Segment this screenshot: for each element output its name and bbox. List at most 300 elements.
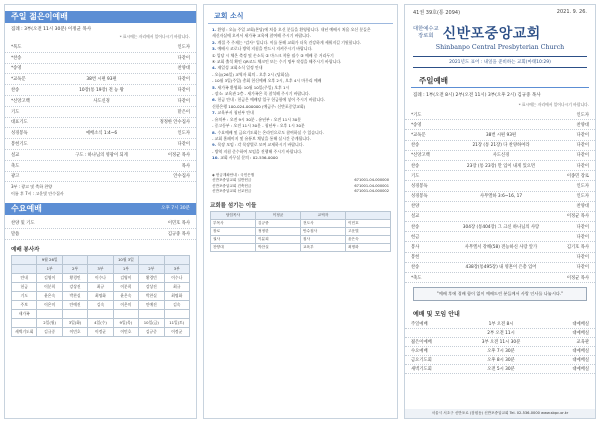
duty-cell bbox=[164, 309, 189, 318]
duty-cell: 이정균 bbox=[88, 327, 113, 336]
duty-header-cell: 1부 bbox=[113, 264, 138, 273]
news-number: 2. bbox=[212, 39, 217, 45]
order-leader: 다같이 bbox=[177, 77, 190, 83]
order-item: 성경봉독 bbox=[411, 194, 428, 200]
service-order-row bbox=[405, 202, 595, 212]
order-item: 찬송 bbox=[411, 224, 420, 230]
order-leader: 인도자 bbox=[576, 112, 589, 118]
duty-header-cell: 10월 3일 bbox=[113, 255, 138, 264]
church-name-english: Shinbanpo Central Presbyterian Church bbox=[435, 44, 565, 51]
youth-service-header bbox=[5, 11, 196, 23]
order-item: 찬양 및 기도 bbox=[11, 221, 35, 227]
order-detail: 사무엘서 강해(58) 전능하신 사랑 앞가 bbox=[464, 245, 538, 251]
order-leader: 찬양대 bbox=[576, 122, 589, 128]
order-detail: 438장(통495장) 내 영혼이 은총 입어 bbox=[465, 265, 537, 271]
staff-cell: 이분희 bbox=[256, 235, 301, 243]
service-order-row bbox=[405, 320, 595, 329]
news-text: 신한은행 100-024-000000 (예금주: 신반포중앙교회) bbox=[212, 103, 306, 109]
church-address: 서울시 서초구 신반포로 (잠원동) 신반포중앙교회 Tel. 02-536-0000 www.sbpc.or.kr bbox=[405, 409, 595, 418]
duty-header-cell bbox=[88, 255, 113, 264]
staff-cell: 고운빛 bbox=[346, 227, 391, 235]
duty-cell bbox=[12, 318, 37, 327]
duty-header-cell bbox=[62, 255, 87, 264]
wed-service-order bbox=[5, 218, 196, 239]
staff-title: 교회를 섬기는 이들 bbox=[210, 202, 257, 209]
order-leader: 인도자 bbox=[576, 183, 589, 189]
youth-service-officiant: 집례 : 3부(오전 11시 30분) 이정균 목사 bbox=[11, 27, 92, 32]
order-leader: 김기호 목사 bbox=[566, 245, 589, 251]
wed-service-time: 오후 7시 30분 bbox=[161, 206, 190, 212]
duty-cell: 김숙 bbox=[164, 300, 189, 309]
order-detail: 304장 (통404장) 그 크신 하나님의 사랑 bbox=[462, 224, 540, 230]
order-leader: 다같이 bbox=[177, 98, 190, 104]
duty-cell: 황경민 bbox=[62, 273, 87, 282]
order-leader: 대예배실 bbox=[572, 331, 589, 337]
panel-church-news bbox=[203, 4, 398, 419]
denomination bbox=[413, 26, 439, 39]
order-detail: 1부 오전 8시 bbox=[488, 322, 514, 328]
service-order-row bbox=[5, 74, 196, 85]
service-order-row bbox=[405, 365, 595, 374]
order-leader: 대예배실 bbox=[572, 358, 589, 364]
duty-cell: 4일(수) bbox=[88, 318, 113, 327]
order-item: *송영 bbox=[11, 66, 22, 72]
order-item: 봉헌기도 bbox=[11, 142, 28, 148]
duty-cell: 안내 bbox=[12, 273, 37, 282]
news-text: - 방역 지침 준수하여 모임을 진행해 주시기 바랍니다. bbox=[212, 148, 303, 154]
news-number: 4. bbox=[212, 65, 217, 71]
order-item: *교독문 bbox=[411, 132, 426, 138]
staff-header-cell: 이정균 bbox=[256, 211, 301, 219]
staff-cell: 권사 bbox=[211, 235, 256, 243]
duty-header-row bbox=[12, 255, 190, 264]
order-item: *교독문 bbox=[11, 77, 26, 83]
order-detail: 사무엘하 3:6~16, 17 bbox=[479, 194, 523, 200]
order-leader: 대예배실 bbox=[572, 349, 589, 355]
duty-cell: 강상진 bbox=[62, 282, 87, 291]
duty-header-cell bbox=[164, 255, 189, 264]
order-detail: 10장(통 19장) 전 능 왕 bbox=[79, 88, 124, 94]
duty-header-row bbox=[12, 264, 190, 273]
order-detail: 구도 : 하나님의 영광이 되게 bbox=[75, 152, 128, 158]
year-theme: 2021년도 표어 : 내일을 준비하는 교회(마태10:29) bbox=[413, 56, 587, 68]
service-order-row bbox=[405, 273, 595, 283]
service-order-row bbox=[5, 229, 196, 240]
service-order-row bbox=[5, 64, 196, 75]
staff-cell: 교육부 bbox=[301, 243, 346, 251]
account-name: 신반포중앙교회 건축헌금 bbox=[212, 183, 252, 188]
order-detail: 오후 7시 30분 bbox=[487, 349, 515, 355]
duty-cell: 최명화 bbox=[164, 291, 189, 300]
order-item: 봉사 bbox=[411, 245, 420, 251]
news-number: 10. bbox=[212, 155, 219, 161]
staff-cell: 이민호 bbox=[346, 219, 391, 227]
service-order-row bbox=[5, 139, 196, 150]
order-leader: 다같이 bbox=[576, 224, 589, 230]
order-leader: 인도자 bbox=[177, 44, 190, 50]
order-detail: 예배소식 1:4~6 bbox=[85, 131, 118, 137]
duty-cell: 주보 bbox=[12, 300, 37, 309]
service-order-row bbox=[405, 141, 595, 151]
order-leader: 안수집사 bbox=[173, 174, 190, 180]
duty-cell: 9일(목) bbox=[113, 318, 138, 327]
order-leader: 맡은이 bbox=[177, 109, 190, 115]
order-detail: 38번 시편 93편 bbox=[485, 132, 517, 138]
order-item: 광고 bbox=[11, 174, 20, 180]
duty-header-cell: 1부 bbox=[37, 264, 62, 273]
order-detail: 사도신경 bbox=[492, 153, 510, 159]
service-order-row bbox=[405, 120, 595, 130]
order-item: 성경봉독 bbox=[411, 183, 428, 189]
duty-cell: 새벽기도회 bbox=[12, 327, 37, 336]
wed-service-header bbox=[5, 203, 196, 215]
order-leader: 이민호 목사 bbox=[167, 221, 190, 227]
order-detail: 오후 8시 30분 bbox=[487, 358, 515, 364]
service-order-row bbox=[405, 338, 595, 347]
order-detail: 2부 오전 11시 bbox=[487, 331, 515, 337]
news-text: 새신자실에 오셔서 새가족 교육에 참여해 주시기 바랍니다. bbox=[212, 33, 311, 39]
main-service-note: * 표시에는 자리에서 일어나시기 바랍니다. bbox=[518, 102, 589, 107]
order-item: 설교 bbox=[411, 214, 420, 220]
service-order-row bbox=[405, 232, 595, 242]
staff-header-cell bbox=[346, 211, 391, 219]
order-item: 찬송 bbox=[411, 143, 420, 149]
staff-cell: 최명화 bbox=[346, 243, 391, 251]
news-text: - 교회 홈페이지 및 유튜브 채널을 통해 실시간 중계됩니다. bbox=[212, 135, 311, 141]
church-name: 신반포중앙교회 bbox=[442, 26, 541, 42]
service-order-row bbox=[5, 150, 196, 161]
news-text: 제일성 교회소식 일정 안내 bbox=[217, 65, 263, 71]
news-text: - 장소: 교육관 2층 - 새가족은 꼭 참석해 주시기 바랍니다. bbox=[212, 91, 310, 97]
order-item: 기도 bbox=[11, 109, 20, 115]
service-order-row bbox=[405, 171, 595, 181]
staff-row bbox=[211, 235, 391, 243]
order-leader: 교육관 bbox=[576, 340, 589, 346]
duty-cell: 10일(금) bbox=[139, 318, 164, 327]
news-text: 교육부서 청년부 안내 bbox=[217, 110, 254, 116]
order-item: 헌금 bbox=[411, 234, 420, 240]
order-item: 수요예배 bbox=[411, 349, 428, 355]
staff-row bbox=[211, 227, 391, 235]
order-leader: 김규중 목사 bbox=[167, 231, 190, 237]
duty-cell: 이민호 bbox=[113, 327, 138, 336]
duty-cell: 이민호 bbox=[62, 327, 87, 336]
panel-cover bbox=[404, 4, 596, 419]
duty-cell: 이수나 bbox=[164, 273, 189, 282]
order-leader: 다같이 bbox=[576, 132, 589, 138]
news-text: 목장 모임 : 각 목장별로 모여 교제하시기 바랍니다. bbox=[217, 142, 304, 148]
duty-cell: 11일(토) bbox=[164, 318, 189, 327]
order-item: 기도 bbox=[411, 173, 420, 179]
order-leader: 다같이 bbox=[576, 265, 589, 271]
offering-accounts-title: ◈ 헌금계좌안내 : 국민은행 bbox=[212, 172, 255, 177]
service-order-row bbox=[405, 347, 595, 356]
staff-header-row bbox=[211, 211, 391, 219]
duty-cell: 김규중 bbox=[139, 327, 164, 336]
duty-cell: 이은미 bbox=[37, 300, 62, 309]
order-item: *신앙고백 bbox=[411, 153, 430, 159]
news-text: 헌금 안내 : 헌금은 예배당 입구 헌금함에 넣어 주시기 바랍니다. bbox=[217, 97, 326, 103]
service-order-row bbox=[405, 329, 595, 338]
duty-title: 예배 봉사자 bbox=[11, 246, 40, 253]
order-leader: 다같이 bbox=[576, 163, 589, 169]
account-number: 671001-04-000001 bbox=[354, 183, 389, 188]
staff-cell: 안수집사 bbox=[301, 227, 346, 235]
staff-row bbox=[211, 219, 391, 227]
duty-cell: 새가족 bbox=[12, 309, 37, 318]
duty-cell bbox=[62, 309, 87, 318]
duty-cell bbox=[88, 309, 113, 318]
staff-cell: 윤은숙 bbox=[346, 235, 391, 243]
order-detail: 3부 오전 11시 30분 bbox=[481, 340, 521, 346]
duty-row bbox=[12, 300, 190, 309]
duty-cell: 윤은숙 bbox=[37, 291, 62, 300]
order-leader: 대예배실 bbox=[572, 367, 589, 373]
issue-line bbox=[405, 5, 595, 20]
order-item: *묵도 bbox=[11, 44, 22, 50]
duty-table-body bbox=[12, 273, 190, 336]
duty-cell: 이수나 bbox=[88, 273, 113, 282]
service-order-row bbox=[5, 161, 196, 172]
duty-header-cell: 3부 bbox=[88, 264, 113, 273]
staff-row bbox=[211, 243, 391, 251]
account-row bbox=[212, 189, 389, 195]
service-order-row bbox=[405, 130, 595, 140]
news-text: ④ 교회 출석 확인 QR코드 체크인 또는 수기 명부 작성을 해주시기 바랍니다. bbox=[212, 59, 342, 65]
order-leader: 목사 bbox=[181, 163, 190, 169]
duty-cell bbox=[113, 309, 138, 318]
order-item: 주일예배 bbox=[411, 322, 428, 328]
duty-row bbox=[12, 282, 190, 291]
staff-table bbox=[210, 211, 391, 252]
news-list bbox=[204, 24, 397, 165]
order-leader: 다같이 bbox=[576, 153, 589, 159]
order-item: 성경봉독 bbox=[11, 131, 28, 137]
order-item: *축도 bbox=[411, 275, 422, 281]
staff-cell: 장로 bbox=[211, 227, 256, 235]
service-order-row bbox=[405, 192, 595, 202]
service-order-row bbox=[405, 161, 595, 171]
news-text: 예배시 코로나 방역 지침을 반드시 지켜주시기 바랍니다. bbox=[217, 46, 313, 52]
order-item: 설교 bbox=[11, 152, 20, 158]
staff-cell: 정정한 bbox=[256, 227, 301, 235]
issue-number: 41권 39호(통 2094) bbox=[413, 10, 461, 16]
account-name: 신반포중앙교회 일반헌금 bbox=[212, 178, 252, 183]
duty-header-cell: 3부 bbox=[164, 264, 189, 273]
duty-cell: 최명화 bbox=[88, 291, 113, 300]
news-item bbox=[212, 155, 389, 161]
news-number: 8. bbox=[212, 129, 217, 135]
duty-cell: 헌금 bbox=[12, 282, 37, 291]
service-order-row bbox=[405, 253, 595, 263]
order-leader: 다같이 bbox=[576, 143, 589, 149]
duty-header-cell bbox=[12, 264, 37, 273]
news-title: 교회 소식 bbox=[208, 5, 393, 24]
duty-cell: 이은미 bbox=[113, 300, 138, 309]
order-item: 축도 bbox=[11, 163, 20, 169]
duty-cell: 이분희 bbox=[37, 282, 62, 291]
staff-table-body bbox=[211, 219, 391, 251]
service-order-row bbox=[5, 107, 196, 118]
service-order-row bbox=[5, 96, 196, 107]
duty-cell: 최규 bbox=[164, 282, 189, 291]
staff-table-head bbox=[211, 211, 391, 219]
service-order-row bbox=[5, 118, 196, 129]
service-order-row bbox=[5, 53, 196, 64]
service-order-row bbox=[5, 172, 196, 183]
duty-cell: 안예진 bbox=[62, 300, 87, 309]
news-number: 7. bbox=[212, 110, 217, 116]
order-item: *찬송 bbox=[11, 55, 22, 61]
news-text: - 유치부 : 오전 9시 30분 - 유년부 : 오전 11시 30분 bbox=[212, 116, 301, 122]
news-text: 계절 주 주제는 "감사" 입니다. 이를 통해 교회가 더욱 건강하게 세워지길 기원합니다. bbox=[217, 39, 362, 45]
duty-cell: 김규중 bbox=[37, 327, 62, 336]
order-leader: 다같이 bbox=[177, 142, 190, 148]
service-order-row bbox=[405, 212, 595, 222]
order-detail: 38번 시편 93편 bbox=[86, 77, 117, 83]
panel-youth-service bbox=[4, 4, 197, 419]
duty-table bbox=[11, 255, 190, 337]
service-order-row bbox=[405, 356, 595, 365]
main-service-order bbox=[405, 110, 595, 283]
duty-row bbox=[12, 327, 190, 336]
order-item: 말씀 bbox=[11, 231, 20, 237]
youth-service-notes bbox=[5, 182, 196, 197]
duty-header-cell: 9월 26일 bbox=[37, 255, 62, 264]
main-service-officiant: 집례 : 1부(오전 8시) 2부(오전 11시) 3부(오후 2시) 김규중 목사 bbox=[413, 93, 541, 98]
news-number: 9. bbox=[212, 142, 217, 148]
duty-cell: 황경민 bbox=[139, 273, 164, 282]
order-item: 새벽기도회 bbox=[411, 367, 432, 373]
account-number: 671001-04-000000 bbox=[354, 178, 389, 183]
service-order-row bbox=[5, 85, 196, 96]
order-leader: 이종민 장로 bbox=[566, 173, 589, 179]
news-text: 새가족 환영회: 10월 10일(주일) 오후 1시 bbox=[217, 84, 290, 90]
duty-cell bbox=[139, 309, 164, 318]
denomination-line-1: 대한예수교 bbox=[413, 26, 439, 33]
order-item: 찬송 bbox=[411, 265, 420, 271]
order-leader: 정정한 안수집사 bbox=[159, 120, 190, 126]
order-leader: 인도자 bbox=[576, 194, 589, 200]
news-number: 1. bbox=[212, 27, 217, 32]
weekly-schedule-title: 예배 및 모임 안내 bbox=[413, 311, 460, 319]
news-text: 환영 : 오늘 주일 교회(본당)에 처음 오신 분들을 환영합니다. 내년 예배시 처음 오신 분들은 bbox=[217, 27, 371, 32]
order-leader: 다같이 bbox=[177, 55, 190, 61]
order-item: 젊은이예배 bbox=[411, 340, 432, 346]
order-detail: 23장 (통 23장) 만 입이 내게 있으면 bbox=[466, 163, 536, 169]
denomination-line-2: 장로회 bbox=[418, 33, 434, 39]
order-leader: 이정균 목사 bbox=[566, 275, 589, 281]
duty-table-head bbox=[12, 255, 190, 273]
order-leader: 다같이 bbox=[576, 255, 589, 261]
order-leader: 이정균 목사 bbox=[566, 214, 589, 220]
duty-header-cell: 2부 bbox=[139, 264, 164, 273]
service-order-row bbox=[5, 218, 196, 229]
order-item: 찬송 bbox=[411, 163, 420, 169]
duty-header-cell bbox=[139, 255, 164, 264]
duty-row bbox=[12, 273, 190, 282]
duty-header-cell bbox=[12, 255, 37, 264]
news-text: ① 입당 시 체온 측정 및 손소독 ② 마스크 착용 필수 ③ 예배 중 거리두기 bbox=[212, 52, 334, 58]
order-detail: 오전 5시 30분 bbox=[487, 367, 515, 373]
order-item: 찬양 bbox=[411, 204, 420, 210]
order-leader: 찬양대 bbox=[576, 204, 589, 210]
service-order-row bbox=[405, 242, 595, 252]
weekly-schedule-list bbox=[405, 320, 595, 374]
order-item: 금요기도회 bbox=[411, 358, 432, 364]
news-text: 수요예배 및 금요기도회는 온라인으로도 참여하실 수 있습니다. bbox=[217, 129, 324, 135]
duty-cell: 김영이 bbox=[113, 273, 138, 282]
service-order-row bbox=[405, 151, 595, 161]
service-order-row bbox=[405, 110, 595, 120]
staff-header-cell: 담임목사 bbox=[211, 211, 256, 219]
staff-cell: 박찬실 bbox=[256, 243, 301, 251]
duty-cell bbox=[37, 309, 62, 318]
order-detail: 사도신경 bbox=[93, 98, 110, 104]
order-leader: 이정균 목사 bbox=[167, 152, 190, 158]
staff-cell: 집사 bbox=[301, 235, 346, 243]
order-detail: 21장 (통 21장) 다 찬양하여라 bbox=[472, 143, 530, 149]
news-text: 교회 사무실 문의 : 02-536-0000 bbox=[220, 155, 278, 161]
youth-note-1: 3부 : 광고 및 축하 찬양 bbox=[11, 184, 53, 190]
duty-row bbox=[12, 318, 190, 327]
duty-cell: 2일(월) bbox=[37, 318, 62, 327]
duty-cell: 강상진 bbox=[139, 282, 164, 291]
order-item: 봉헌 bbox=[411, 255, 420, 261]
duty-cell: 박찬실 bbox=[62, 291, 87, 300]
duty-cell: 김영이 bbox=[37, 273, 62, 282]
news-number: 6. bbox=[212, 97, 217, 103]
news-text: - 오늘(26일) 교역자 회의 - 오후 2시 (당회실) bbox=[212, 71, 290, 77]
service-order-row bbox=[405, 263, 595, 273]
order-leader: 인도자 bbox=[177, 131, 190, 137]
duty-row bbox=[12, 309, 190, 318]
account-number: 671001-04-000002 bbox=[354, 189, 389, 194]
order-item: *송영 bbox=[411, 122, 422, 128]
staff-cell: 전도사 bbox=[301, 219, 346, 227]
issue-date: 2021. 9. 26. bbox=[556, 9, 587, 15]
service-order-row bbox=[405, 181, 595, 191]
duty-cell: 이정균 bbox=[164, 327, 189, 336]
order-leader: 대예배실 bbox=[572, 322, 589, 328]
wed-service-title: 수요예배 bbox=[11, 204, 42, 214]
offering-accounts bbox=[204, 171, 397, 197]
news-text: - 중고등부 : 오전 11시 30분 - 청년부 : 오후 1시 30분 bbox=[212, 123, 305, 129]
news-number: 5. bbox=[212, 84, 217, 90]
news-number: 3. bbox=[212, 46, 217, 52]
duty-cell: 기도 bbox=[12, 291, 37, 300]
staff-cell: 찬양대 bbox=[211, 243, 256, 251]
main-service-title: 주일예배 bbox=[411, 72, 589, 88]
duty-row bbox=[12, 291, 190, 300]
staff-cell: 부목사 bbox=[211, 219, 256, 227]
duty-cell: 안예진 bbox=[139, 300, 164, 309]
youth-service-note: * 표시에는 자리에서 일어나시기 바랍니다. bbox=[119, 34, 190, 39]
news-text: - 10월 3일(주일) 총회 헌신예배 오후 2시, 오후 4시 마무리 예배 bbox=[212, 78, 322, 84]
order-item: *신앙고백 bbox=[11, 98, 30, 104]
duty-cell: 이분희 bbox=[113, 282, 138, 291]
service-order-row bbox=[5, 128, 196, 139]
order-leader: 다같이 bbox=[576, 234, 589, 240]
account-name: 신반포중앙교회 선교헌금 bbox=[212, 189, 252, 194]
duty-cell: 윤은숙 bbox=[113, 291, 138, 300]
duty-cell: 김숙 bbox=[88, 300, 113, 309]
order-item: 찬송 bbox=[11, 88, 20, 94]
youth-service-order bbox=[5, 42, 196, 182]
service-order-row bbox=[405, 222, 595, 232]
offering-accounts-list bbox=[212, 178, 389, 195]
order-leader: 찬양대 bbox=[177, 66, 190, 72]
